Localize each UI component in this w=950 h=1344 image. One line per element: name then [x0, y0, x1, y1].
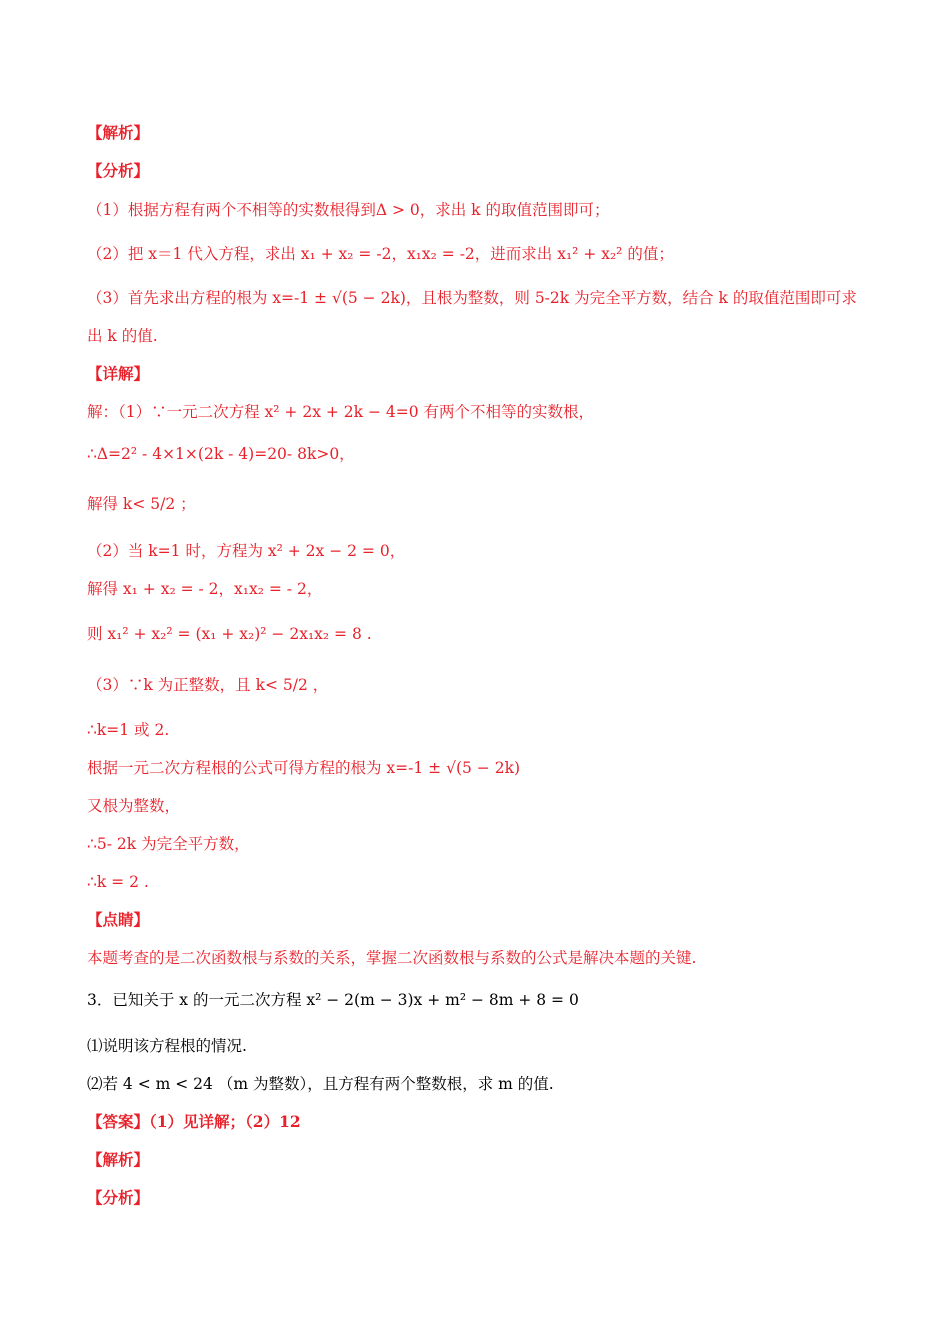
text-line: 【分析】: [87, 161, 150, 180]
text-line: 【详解】: [87, 364, 150, 383]
text-line: ∴k = 2 .: [87, 873, 149, 891]
text-line: ∴Δ=2² - 4×1×(2k - 4)=20- 8k>0，: [87, 445, 355, 463]
text-line: 【解析】: [87, 1150, 150, 1169]
text-line: 则 x₁² + x₂² = (x₁ + x₂)² − 2x₁x₂ = 8 .: [87, 625, 372, 643]
text-line: ∴k=1 或 2.: [87, 721, 170, 739]
text-line: （2）当 k=1 时，方程为 x² + 2x − 2 = 0，: [87, 542, 406, 560]
text-line: 解得 x₁ + x₂ = - 2，x₁x₂ = - 2，: [87, 580, 323, 598]
text-line: ⑵若 4 < m < 24 （m 为整数），且方程有两个整数根，求 m 的值.: [87, 1075, 554, 1093]
text-line: 【点睛】: [87, 910, 150, 929]
text-line: 【答案】（1）见详解；（2）12: [87, 1112, 301, 1131]
text-line: 【解析】: [87, 123, 150, 142]
text-line: 又根为整数，: [87, 797, 181, 815]
text-line: 3．已知关于 x 的一元二次方程 x² − 2(m − 3)x + m² − 8m + 8 = 0: [87, 991, 579, 1009]
text-line: （3）首先求出方程的根为 x=-1 ± √(5 − 2k)，且根为整数，则 5-2k 为完全平方数，结合 k 的取值范围即可求: [87, 289, 857, 307]
text-line: （3）∵k 为正整数，且 k< 5/2 ，: [87, 676, 329, 694]
text-line: ∴5- 2k 为完全平方数，: [87, 835, 250, 853]
text-line: 解：（1）∵一元二次方程 x² + 2x + 2k − 4=0 有两个不相等的实数根，: [87, 403, 595, 421]
text-line: 出 k 的值.: [87, 327, 158, 345]
text-line: （1）根据方程有两个不相等的实数根得到Δ > 0，求出 k 的取值范围即可；: [87, 201, 610, 219]
text-line: 本题考查的是二次函数根与系数的关系，掌握二次函数根与系数的公式是解决本题的关键.: [87, 949, 697, 967]
text-line: （2）把 x＝1 代入方程，求出 x₁ + x₂ = -2，x₁x₂ = -2，进而求出 x₁² + x₂² 的值；: [87, 245, 674, 263]
text-line: 根据一元二次方程根的公式可得方程的根为 x=-1 ± √(5 − 2k): [87, 759, 521, 777]
text-line: 【分析】: [87, 1188, 150, 1207]
text-line: ⑴说明该方程根的情况.: [87, 1037, 247, 1055]
text-line: 解得 k< 5/2 ；: [87, 495, 196, 513]
